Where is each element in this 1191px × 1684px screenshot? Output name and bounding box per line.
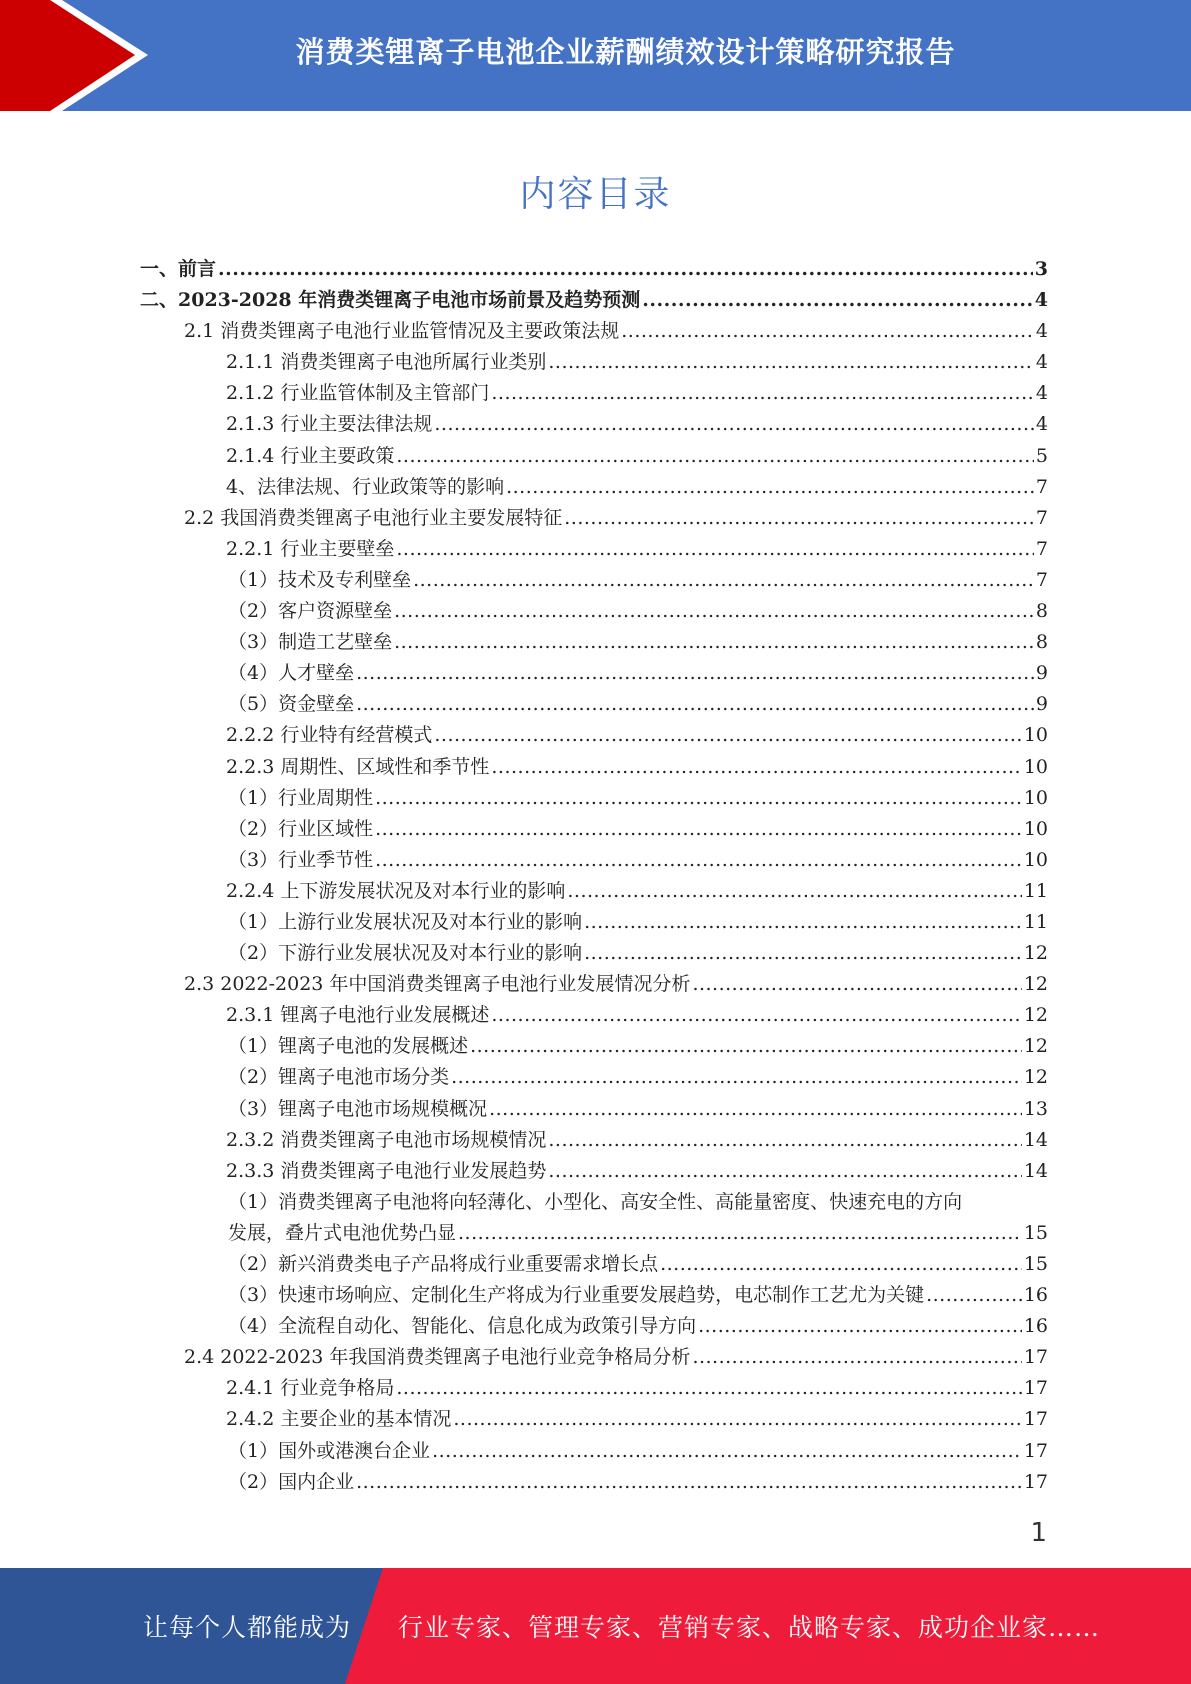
toc-entry[interactable] bbox=[140, 1031, 1048, 1062]
toc-entry-text: 2.3.1 锂离子电池行业发展概述 bbox=[226, 1004, 490, 1027]
toc-entry-text: （2）客户资源壁垒 bbox=[228, 600, 393, 623]
toc-entry[interactable] bbox=[140, 316, 1048, 347]
toc-entry-page: 17 bbox=[1023, 1377, 1048, 1400]
table-of-contents bbox=[140, 254, 1048, 1498]
footer-banner bbox=[0, 1568, 1191, 1684]
page-number: 1 bbox=[1030, 1518, 1047, 1548]
toc-leader-dots bbox=[470, 1031, 1022, 1062]
toc-entry-page: 7 bbox=[1035, 475, 1048, 498]
toc-entry-page: 11 bbox=[1023, 910, 1048, 933]
toc-entry[interactable] bbox=[140, 907, 1048, 938]
toc-entry[interactable] bbox=[140, 1125, 1048, 1156]
footer-slogan-left: 让每个人都能成为 bbox=[143, 1613, 352, 1642]
toc-leader-dots bbox=[567, 876, 1021, 907]
toc-leader-dots bbox=[491, 1000, 1021, 1031]
toc-entry[interactable] bbox=[140, 409, 1048, 440]
toc-leader-dots bbox=[548, 1156, 1021, 1187]
toc-entry-text: （3）锂离子电池市场规模概况 bbox=[228, 1097, 488, 1120]
toc-leader-dots bbox=[394, 596, 1034, 627]
toc-entry[interactable] bbox=[140, 783, 1048, 814]
toc-entry-page: 17 bbox=[1023, 1408, 1048, 1431]
toc-entry-page: 4 bbox=[1035, 382, 1048, 405]
toc-entry-text: 2.4.1 行业竞争格局 bbox=[226, 1377, 395, 1400]
toc-entry-text: 2.1.3 行业主要法律法规 bbox=[226, 413, 433, 436]
toc-entry-page: 8 bbox=[1035, 600, 1048, 623]
toc-leader-dots bbox=[584, 938, 1022, 969]
toc-entry-text: （1）上游行业发展状况及对本行业的影响 bbox=[228, 910, 583, 933]
toc-entry-text: 2.2.4 上下游发展状况及对本行业的影响 bbox=[226, 879, 566, 902]
toc-entry-text: （3）快速市场响应、定制化生产将成为行业重要发展趋势，电芯制作工艺尤为关键 bbox=[228, 1284, 925, 1307]
toc-entry-text: 2.1 消费类锂离子电池行业监管情况及主要政策法规 bbox=[184, 320, 620, 343]
toc-entry-page: 9 bbox=[1035, 662, 1048, 685]
toc-entry-page: 16 bbox=[1023, 1284, 1048, 1307]
toc-entry[interactable] bbox=[140, 347, 1048, 378]
toc-entry-text: 2.1.4 行业主要政策 bbox=[226, 444, 395, 467]
toc-entry-text: （4）人才壁垒 bbox=[228, 662, 355, 685]
toc-entry-page: 7 bbox=[1035, 506, 1048, 529]
toc-leader-dots bbox=[396, 534, 1034, 565]
toc-heading: 内容目录 bbox=[519, 174, 672, 215]
toc-entry[interactable] bbox=[140, 1249, 1048, 1280]
toc-entry-text: （3）行业季节性 bbox=[228, 848, 374, 871]
toc-leader-dots bbox=[660, 1249, 1022, 1280]
toc-entry-text: 2.2.3 周期性、区域性和季节性 bbox=[226, 755, 490, 778]
toc-entry-page: 10 bbox=[1023, 786, 1048, 809]
toc-leader-dots bbox=[218, 254, 1033, 285]
toc-entry-page: 10 bbox=[1023, 817, 1048, 840]
toc-leader-dots bbox=[692, 969, 1021, 1000]
toc-leader-dots bbox=[491, 752, 1021, 783]
toc-leader-dots bbox=[356, 1467, 1022, 1498]
toc-entry[interactable] bbox=[140, 1062, 1048, 1093]
toc-entry-page: 7 bbox=[1035, 568, 1048, 591]
toc-entry-page: 10 bbox=[1023, 755, 1048, 778]
toc-entry-page: 10 bbox=[1023, 724, 1048, 747]
toc-entry[interactable] bbox=[140, 938, 1048, 969]
toc-leader-dots bbox=[394, 627, 1034, 658]
toc-entry[interactable] bbox=[140, 720, 1048, 751]
toc-leader-dots bbox=[926, 1280, 1022, 1311]
toc-entry-page: 14 bbox=[1023, 1159, 1048, 1182]
toc-entry-text: （2）国内企业 bbox=[228, 1470, 355, 1493]
toc-leader-dots bbox=[396, 1373, 1021, 1404]
toc-entry-text: 2.2 我国消费类锂离子电池行业主要发展特征 bbox=[184, 506, 563, 529]
toc-entry-page: 3 bbox=[1034, 258, 1048, 280]
toc-entry-page: 5 bbox=[1035, 444, 1048, 467]
toc-entry[interactable] bbox=[140, 254, 1048, 285]
toc-entry-text: 2.2.2 行业特有经营模式 bbox=[226, 724, 433, 747]
header-banner bbox=[0, 0, 1191, 111]
toc-entry[interactable] bbox=[140, 441, 1048, 472]
toc-entry-text: （1）锂离子电池的发展概述 bbox=[228, 1035, 469, 1058]
toc-entry-page: 12 bbox=[1023, 1004, 1048, 1027]
toc-entry-text: 2.1.2 行业监管体制及主管部门 bbox=[226, 382, 490, 405]
toc-entry[interactable] bbox=[140, 1311, 1048, 1342]
toc-entry-text: 发展，叠片式电池优势凸显 bbox=[228, 1221, 457, 1244]
toc-entry[interactable] bbox=[140, 1404, 1048, 1435]
toc-entry-page: 4 bbox=[1035, 413, 1048, 436]
toc-entry-page: 12 bbox=[1023, 1066, 1048, 1089]
toc-entry-page: 12 bbox=[1023, 942, 1048, 965]
report-title: 消费类锂离子电池企业薪酬绩效设计策略研究报告 bbox=[295, 34, 956, 69]
toc-entry-text: 2.3.3 消费类锂离子电池行业发展趋势 bbox=[226, 1159, 547, 1182]
toc-leader-dots bbox=[451, 1062, 1022, 1093]
toc-entry[interactable] bbox=[140, 627, 1048, 658]
footer-slogan-right: 行业专家、管理专家、营销专家、战略专家、成功企业家…… bbox=[398, 1613, 1101, 1642]
toc-entry[interactable] bbox=[140, 1187, 1048, 1218]
toc-entry[interactable] bbox=[140, 1218, 1048, 1249]
toc-leader-dots bbox=[375, 814, 1022, 845]
toc-entry-page: 4 bbox=[1035, 351, 1048, 374]
toc-entry-text: （2）新兴消费类电子产品将成行业重要需求增长点 bbox=[228, 1253, 659, 1275]
toc-entry-page: 17 bbox=[1023, 1439, 1048, 1462]
toc-entry[interactable] bbox=[140, 1373, 1048, 1404]
toc-leader-dots bbox=[621, 316, 1034, 347]
toc-entry-text: （2）行业区域性 bbox=[228, 817, 374, 840]
toc-entry[interactable] bbox=[140, 285, 1048, 316]
toc-leader-dots bbox=[375, 845, 1022, 876]
toc-entry[interactable] bbox=[140, 689, 1048, 720]
toc-leader-dots bbox=[413, 565, 1034, 596]
toc-leader-dots bbox=[458, 1218, 1022, 1249]
toc-entry[interactable] bbox=[140, 969, 1048, 1000]
toc-entry[interactable] bbox=[140, 1342, 1048, 1373]
toc-entry[interactable] bbox=[140, 534, 1048, 565]
toc-entry-text: （2）锂离子电池市场分类 bbox=[228, 1066, 450, 1089]
toc-leader-dots bbox=[375, 783, 1022, 814]
toc-entry-text: （1）技术及专利壁垒 bbox=[228, 568, 412, 591]
toc-leader-dots bbox=[489, 1094, 1022, 1125]
toc-entry[interactable] bbox=[140, 1094, 1048, 1125]
toc-entry[interactable] bbox=[140, 1467, 1048, 1498]
toc-entry-page: 13 bbox=[1023, 1097, 1048, 1120]
toc-entry-page: 11 bbox=[1023, 879, 1048, 902]
toc-entry-text: （5）资金壁垒 bbox=[228, 693, 355, 716]
toc-entry[interactable] bbox=[140, 1000, 1048, 1031]
toc-entry[interactable] bbox=[140, 503, 1048, 534]
toc-entry-text: （1）行业周期性 bbox=[228, 786, 374, 809]
toc-entry[interactable] bbox=[140, 1436, 1048, 1467]
toc-entry-text: （3）制造工艺壁垒 bbox=[228, 631, 393, 654]
toc-entry-page: 10 bbox=[1023, 848, 1048, 871]
toc-entry-text: 一、前言 bbox=[140, 258, 217, 280]
toc-leader-dots bbox=[548, 347, 1034, 378]
toc-entry-page: 7 bbox=[1035, 537, 1048, 560]
toc-entry-text: （2）下游行业发展状况及对本行业的影响 bbox=[228, 942, 583, 965]
toc-entry-text: 2.4.2 主要企业的基本情况 bbox=[226, 1408, 452, 1431]
toc-leader-dots bbox=[356, 658, 1034, 689]
toc-entry-text: （1）消费类锂离子电池将向轻薄化、小型化、高安全性、高能量密度、快速充电的方向 bbox=[228, 1190, 963, 1213]
toc-entry-text: 2.4 2022-2023 年我国消费类锂离子电池行业竞争格局分析 bbox=[184, 1346, 691, 1369]
toc-entry[interactable] bbox=[140, 752, 1048, 783]
toc-entry-page: 4 bbox=[1034, 289, 1048, 312]
toc-leader-dots bbox=[432, 1436, 1022, 1467]
toc-entry-page: 16 bbox=[1023, 1315, 1048, 1338]
toc-entry[interactable] bbox=[140, 876, 1048, 907]
toc-entry[interactable] bbox=[140, 845, 1048, 876]
toc-entry[interactable] bbox=[140, 565, 1048, 596]
toc-entry-page: 14 bbox=[1023, 1128, 1048, 1151]
toc-leader-dots bbox=[584, 907, 1022, 938]
toc-entry-text: 2.3 2022-2023 年中国消费类锂离子电池行业发展情况分析 bbox=[184, 973, 691, 996]
toc-entry-page: 15 bbox=[1023, 1253, 1048, 1275]
toc-entry[interactable] bbox=[140, 1280, 1048, 1311]
toc-leader-dots bbox=[642, 285, 1033, 316]
toc-leader-dots bbox=[564, 503, 1034, 534]
toc-leader-dots bbox=[396, 441, 1034, 472]
toc-entry-page: 4 bbox=[1035, 320, 1048, 343]
toc-leader-dots bbox=[434, 720, 1021, 751]
toc-entry[interactable] bbox=[140, 596, 1048, 627]
toc-entry-text: 二、2023-2028 年消费类锂离子电池市场前景及趋势预测 bbox=[140, 289, 641, 312]
toc-entry-text: （1）国外或港澳台企业 bbox=[228, 1439, 431, 1462]
toc-entry-page: 17 bbox=[1023, 1470, 1048, 1493]
toc-leader-dots bbox=[692, 1342, 1021, 1373]
toc-entry-text: （4）全流程自动化、智能化、信息化成为政策引导方向 bbox=[228, 1315, 697, 1338]
toc-entry-page: 8 bbox=[1035, 631, 1048, 654]
toc-entry-page: 12 bbox=[1023, 973, 1048, 996]
toc-entry-text: 2.1.1 消费类锂离子电池所属行业类别 bbox=[226, 351, 547, 374]
toc-leader-dots bbox=[356, 689, 1034, 720]
toc-leader-dots bbox=[698, 1311, 1022, 1342]
toc-leader-dots bbox=[491, 378, 1034, 409]
toc-entry[interactable] bbox=[140, 472, 1048, 503]
toc-entry-page: 9 bbox=[1035, 693, 1048, 716]
toc-leader-dots bbox=[506, 472, 1034, 503]
toc-leader-dots bbox=[548, 1125, 1021, 1156]
toc-entry-text: 2.2.1 行业主要壁垒 bbox=[226, 537, 395, 560]
toc-entry-text: 2.3.2 消费类锂离子电池市场规模情况 bbox=[226, 1128, 547, 1151]
toc-leader-dots bbox=[453, 1404, 1021, 1435]
toc-entry-page: 15 bbox=[1023, 1221, 1048, 1244]
toc-entry[interactable] bbox=[140, 1156, 1048, 1187]
toc-entry[interactable] bbox=[140, 814, 1048, 845]
toc-entry-text: 4、法律法规、行业政策等的影响 bbox=[226, 475, 505, 498]
toc-leader-dots bbox=[434, 409, 1034, 440]
toc-entry[interactable] bbox=[140, 378, 1048, 409]
toc-entry[interactable] bbox=[140, 658, 1048, 689]
toc-entry-page: 12 bbox=[1023, 1035, 1048, 1058]
toc-entry-page: 17 bbox=[1023, 1346, 1048, 1369]
